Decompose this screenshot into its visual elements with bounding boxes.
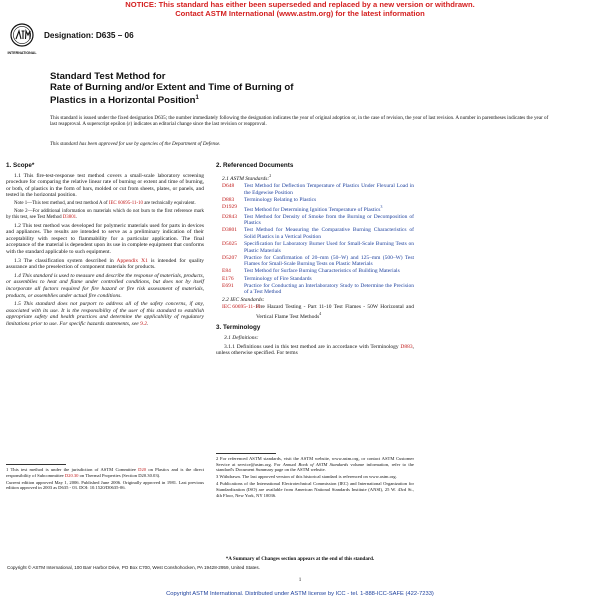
footnote-1: 1 This test method is under the jurisdiction of ASTM Committee D20 on Plastics and is the direct responsibility of Subcommittee D20.30 on Thermal Properties (Section D20.30.03). [6, 467, 204, 478]
link-d20-30[interactable]: D20.30 [64, 472, 79, 478]
reference-code[interactable]: IEC 60695-11-10 [222, 304, 261, 311]
footnote-4: 4 Publications of the International Electrotechnical Commission (IEC) and International Organization for Standardization (ISO) are available from American National Standards Institute (ANSI), 25 W. 43rd St., 4th Floor, New York, NY 10036. [216, 481, 414, 498]
para-3-1: 3.1 Definitions: [224, 335, 259, 342]
link-appendix-x1[interactable]: Appendix X1 [116, 257, 148, 264]
reference-code[interactable]: D648 [222, 183, 235, 190]
reference-title[interactable]: Test Method for Deflection Temperature of Plastics Under Flexural Load in the Edgewise Position [244, 183, 414, 196]
footnotes-right [216, 456, 414, 500]
reference-code[interactable]: D3801 [222, 227, 237, 234]
notice-line-2: Contact ASTM International (www.astm.org) for the latest information [175, 8, 425, 18]
reference-code[interactable]: D1929 [222, 203, 237, 210]
para-1-4: 1.4 This standard is used to measure and describe the response of materials, products, or assemblies to heat and flame under controlled conditions, but does not by itself incorporate all factors required for fire hazard or fire risk assessment of materials, products, or assemblies under actual fire conditions. [6, 272, 204, 299]
title-line-3: Plastics in a Horizontal Position [50, 95, 196, 107]
link-iec-60695[interactable]: IEC 60695-11-10 [108, 200, 143, 206]
astm-logo-icon [9, 23, 35, 57]
reference-item[interactable] [216, 255, 414, 268]
document-title [50, 71, 570, 106]
reference-code[interactable]: D5207 [222, 254, 237, 261]
reference-code[interactable]: D2843 [222, 213, 237, 220]
supersede-notice [0, 1, 600, 18]
reference-item[interactable] [216, 276, 414, 283]
right-column [216, 160, 414, 359]
link-d20[interactable]: D20 [138, 467, 147, 472]
title-line-1: Standard Test Method for [50, 71, 166, 82]
designation: Designation: D635 – 06 [44, 31, 134, 40]
reference-title[interactable]: Test Method for Measuring the Comparative Burning Characteristics of Solid Plastics in a Vertical Position [244, 227, 414, 240]
title-line-2: Rate of Burning and/or Extent and Time of Burning of [50, 82, 294, 93]
astm-standards-heading: 2.1 ASTM Standards:$^2$ [222, 173, 272, 182]
iec-standards-heading: 2.2 IEC Standards: [222, 296, 265, 303]
section-2-heading: 2. Referenced Documents [216, 162, 294, 169]
reference-item[interactable] [216, 268, 414, 275]
para-3-1-1: 3.1.1 Definitions used in this test method are in accordance with Terminology D883, unless otherwise specified. For terms [216, 343, 414, 357]
reference-item[interactable] [216, 241, 414, 254]
reference-title[interactable]: Test Method for Surface Burning Characteristics of Building Materials [244, 268, 400, 275]
footnote-rule-right [216, 453, 276, 454]
reference-code[interactable]: E84 [222, 268, 231, 275]
reference-item[interactable] [216, 197, 414, 204]
para-1-1: 1.1 This fire-test-response test method covers a small-scale laboratory screening procedure for comparing the relative linear rate of burning or extent and time of burning, or both, of plastics in the form of bars, molded or cut from sheets, plates, or panels, and tested in the horizontal position. [6, 172, 204, 199]
link-d883[interactable]: D883 [400, 343, 413, 350]
reference-code[interactable]: D5025 [222, 241, 237, 248]
approval-statement: This standard has been approved for use by agencies of the Department of Defense. [50, 141, 221, 147]
section-1-heading: 1. Scope* [6, 162, 35, 169]
reference-iec[interactable] [216, 304, 414, 320]
summary-of-changes: *A Summary of Changes section appears at the end of this standard. [225, 556, 375, 562]
link-section-9-2[interactable]: 9.2 [140, 321, 147, 327]
note-1: Note 1—This test method, and test method A of IEC 60695-11-10 are technically equivalent. [14, 200, 196, 206]
reference-item[interactable] [216, 283, 414, 296]
footnote-3: 3 Withdrawn. The last approved version of this historical standard is referenced on www.astm.org. [216, 474, 397, 480]
reference-item[interactable] [216, 204, 414, 213]
section-3-heading: 3. Terminology [216, 324, 261, 332]
notice-line-1: NOTICE: This standard has either been superseded and replaced by a new version or withdrawn. [125, 0, 475, 9]
logo-caption: INTERNATIONAL [7, 51, 37, 55]
reference-code[interactable]: E691 [222, 282, 234, 289]
page-number: 1 [298, 577, 302, 583]
reference-title: Fire Hazard Testing - Part 11-10 Test Flames - 50W Horizontal and Vertical Flame Test Methods$^4$ [256, 304, 414, 320]
reference-code[interactable]: E176 [222, 275, 234, 282]
issuance-statement: This standard is issued under the fixed designation D635; the number immediately following the designation indicates the year of original adoption or, in the case of revision, the year of last revision. A number in parentheses indicates the year of last reapproval. A superscript epsilon (ε) indicates an editorial change since the last revision or reapproval. [50, 115, 549, 128]
reference-title[interactable]: Test Method for Determining Ignition Temperature of Plastics$^3$ [244, 204, 383, 213]
reference-list [216, 183, 414, 296]
reference-title[interactable]: Practice for Confirmation of 20–mm (50–W) and 125–mm (500–W) Test Flames for Small-Scale Burning Tests on Plastic Materials [244, 254, 414, 268]
footnote-rule-left [6, 464, 66, 465]
edition-note: Current edition approved May 1, 2006. Published June 2006. Originally approved in 1981. Last previous edition approved in 2003 as D635 - 03. DOI: 10.1520/D0635-06. [6, 479, 204, 491]
reference-title[interactable]: Test Method for Density of Smoke from the Burning or Decomposition of Plastics [244, 213, 414, 227]
license-line: Copyright ASTM International. Distributed under ASTM license by ICC - tel. 1-888-ICC-SAFE (422-7233) [166, 591, 434, 597]
footnotes-left [6, 467, 204, 492]
reference-item[interactable] [216, 214, 414, 227]
left-column [6, 160, 204, 330]
footnote-2: 2 For referenced ASTM standards, visit the ASTM website, www.astm.org, or contact ASTM Customer Service at service@astm.org. For Annual Book of ASTM Standards volume information, refer to the standard's Document Summary page on the ASTM website. [216, 456, 414, 473]
para-1-3: 1.3 The classification system described in Appendix X1 is intended for quality assurance and the preselection of component materials for products. [6, 257, 205, 271]
para-1-5: 1.5 This standard does not purport to address all of the safety concerns, if any, associated with its use. It is the responsibility of the user of this standard to establish appropriate safety and health practices and determine the applicability of regulatory limitations prior to use. For specific hazards statements, see 9.2. [6, 301, 204, 327]
reference-item[interactable] [216, 183, 414, 196]
reference-title[interactable]: Terminology of Fire Standards [244, 275, 312, 282]
reference-title[interactable]: Specification for Laboratory Burner Used for Small-Scale Burning Tests on Plastic Materials [244, 241, 414, 254]
link-d3801[interactable]: D3801 [62, 214, 77, 220]
reference-title[interactable]: Practice for Conducting an Interlaboratory Study to Determine the Precision of a Test Method [244, 282, 414, 296]
para-1-2: 1.2 This test method was developed for polymeric materials used for parts in devices and appliances. The results are intended to serve as a preliminary indication of their acceptability with respect to flammability for a particular application. The final acceptance of the material is dependent upon its use in complete equipment that conforms with the standard applicable to such equipment. [6, 222, 204, 256]
reference-item[interactable] [216, 227, 414, 240]
copyright-line: Copyright © ASTM International, 100 Barr Harbor Drive, PO Box C700, West Conshohocken, PA 19428-2959, United States. [7, 565, 260, 570]
reference-code[interactable]: D883 [222, 196, 235, 203]
title-footnote-mark: 1 [195, 95, 199, 101]
reference-title[interactable]: Terminology Relating to Plastics [244, 196, 317, 203]
note-2: Note 2—For additional information on materials which do not burn to the first reference mark by this test, see Test Method D3801. [6, 208, 204, 220]
